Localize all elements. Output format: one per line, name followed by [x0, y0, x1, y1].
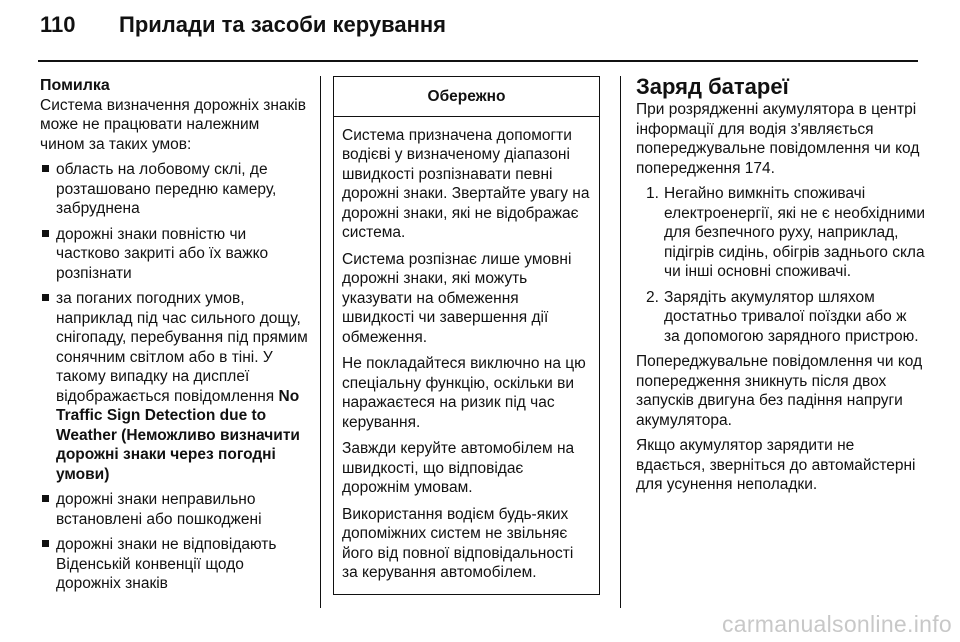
step-number: 2.	[646, 288, 659, 306]
page-header	[40, 12, 920, 52]
caution-paragraph: Завжди керуйте автомобілем на швидкості, що відповідає дорожнім умовам.	[342, 440, 575, 496]
column-divider	[620, 76, 621, 608]
square-bullet-icon	[42, 495, 49, 502]
list-item: дорожні знаки неправильно встановлені або пошкоджені	[40, 490, 308, 529]
battery-paragraph: Попереджувальне повідомлення чи код попередження зникнуть після двох запусків двигуна без падіння напруги акумулятора.	[636, 353, 923, 429]
caution-box	[333, 76, 600, 595]
battery-intro: При розрядженні акумулятора в центрі інформації для водія з'являється попереджувальне повідомлення чи код попередження 174.	[636, 101, 920, 177]
caution-paragraph: Використання водієм будь-яких допоміжних систем не звільняє його від повної відповідальності за керування автомобілем.	[342, 505, 574, 581]
fault-section	[40, 76, 308, 600]
list-item	[636, 288, 926, 347]
page-number: 110	[40, 12, 76, 37]
square-bullet-icon	[42, 294, 49, 301]
caution-paragraph: Система розпізнає лише умовні дорожні знаки, які можуть указувати на обмеження швидкості чи завершення дії обмеження.	[342, 250, 572, 346]
list-item: область на лобовому склі, де розташовано передню камеру, забруднена	[40, 160, 308, 219]
square-bullet-icon	[42, 230, 49, 237]
step-text: Негайно вимкніть споживачі електроенергії, які не є необхідними для безпечного руху, наприклад, підігрів сидінь, обігрів заднього скла чи інші основні споживачі.	[664, 185, 926, 280]
caution-paragraph: Система призначена допомогти водієві у визначеному діапазоні швидкості розпізнавати певні дорожні знаки. Звертайте увагу на дорожні знаки, які не відображає система.	[342, 126, 590, 241]
step-text: Зарядіть акумулятор шляхом достатньо тривалої поїздки або ж за допомогою зарядного пристрою.	[664, 288, 919, 345]
caution-title: Обережно	[334, 77, 599, 117]
battery-section	[636, 76, 926, 501]
battery-title: Заряд батареї	[636, 74, 789, 99]
watermark: carmanualsonline.info	[721, 611, 952, 637]
fault-conditions-list	[40, 160, 308, 594]
fault-intro: Система визначення дорожніх знаків може не працювати належним чином за таких умов:	[40, 96, 306, 153]
step-number: 1.	[646, 185, 659, 202]
column-divider	[320, 76, 321, 608]
square-bullet-icon	[42, 540, 49, 547]
list-item: дорожні знаки повністю чи частково закриті або їх важко розпізнати	[40, 225, 308, 284]
battery-paragraph: Якщо акумулятор зарядити не вдається, зверніться до автомайстерні для усунення неполадки.	[636, 437, 916, 493]
fault-heading: Помилка	[40, 77, 110, 94]
list-item	[40, 289, 308, 484]
weather-message: No Traffic Sign Detection due to Weather (Неможливо визначити дорожні знаки через погодні умови)	[56, 387, 300, 483]
header-divider	[38, 60, 918, 62]
list-item: дорожні знаки не відповідають Віденській конвенції щодо дорожніх знаків	[40, 535, 308, 594]
list-item	[636, 184, 926, 282]
page-title: Прилади та засоби керування	[119, 12, 447, 37]
square-bullet-icon	[42, 165, 49, 172]
battery-steps-list	[636, 184, 926, 346]
caution-paragraph: Не покладайтеся виключно на цю спеціальну функцію, оскільки ви наражаєтеся на ризик під час керування.	[342, 355, 586, 431]
weather-condition-text: за поганих погодних умов, наприклад під час сильного дощу, снігопаду, перебування під прямим сонячним світлом або в тіні. У такому випадку на дисплеї відображається повідомлення	[56, 290, 308, 405]
